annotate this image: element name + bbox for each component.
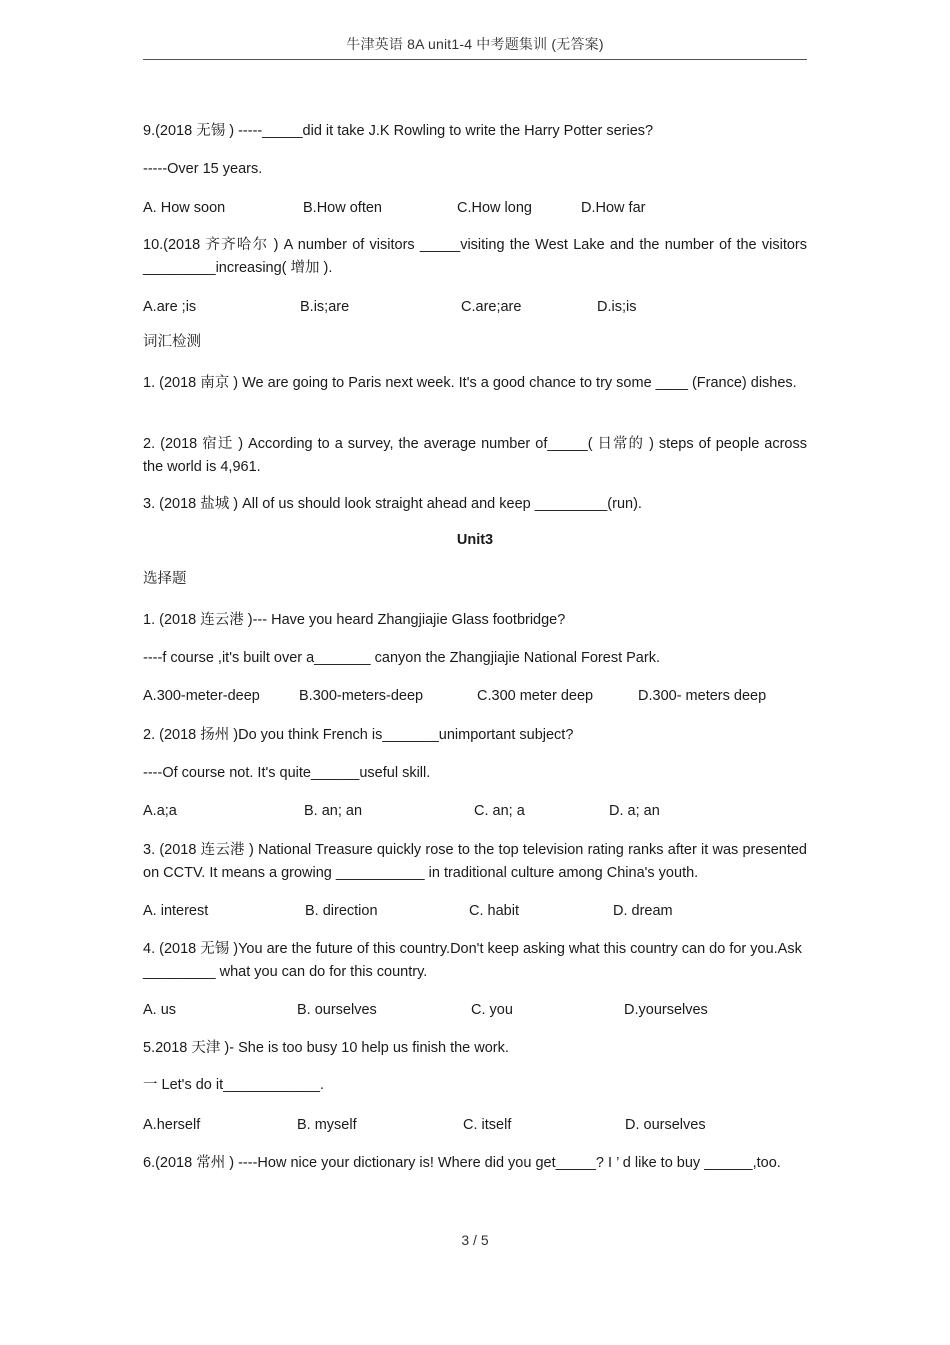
unit3-heading: 选择题: [143, 571, 187, 587]
vocab-question-2: 2. (2018 宿迁 ) According to a survey, the average number of_____( 日常的 ) steps of people across the world is 4,961.: [143, 436, 807, 475]
unit3-question-4-stem: 4. (2018 无锡 )You are the future of this country.Don't keep asking what this country can do for you.Ask _________ what you can do for this country.: [143, 941, 802, 980]
vocab-question-3: 3. (2018 盐城 ) All of us should look straight ahead and keep _________(run).: [143, 496, 642, 512]
question-9-option-b: B.How often: [303, 200, 382, 216]
unit3-question-5-option-d: D. ourselves: [625, 1117, 706, 1133]
question-9-reply: -----Over 15 years.: [143, 161, 263, 177]
unit3-question-2-option-b: B. an; an: [304, 803, 363, 819]
unit3-question-2-option-a: A.a;a: [143, 803, 177, 819]
question-10-stem: 10.(2018 齐齐哈尔 ) A number of visitors _____visiting the West Lake and the number of the visitors _________increasing( 增加 ).: [143, 237, 807, 276]
unit3-question-1-option-b: B.300-meters-deep: [299, 688, 424, 704]
unit3-question-1-stem: 1. (2018 连云港 )--- Have you heard Zhangjiajie Glass footbridge?: [143, 612, 566, 628]
unit3-question-6-stem: 6.(2018 常州 ) ----How nice your dictionary is! Where did you get_____? I ’ d like to buy ______,too.: [143, 1155, 781, 1171]
unit3-question-1-reply: ----f course ,it's built over a_______ canyon the Zhangjiajie National Forest Park.: [143, 650, 660, 666]
unit3-question-3-option-d: D. dream: [613, 903, 673, 919]
unit3-question-4-option-a: A. us: [143, 1002, 177, 1018]
unit3-question-5-option-b: B. myself: [297, 1117, 357, 1133]
question-10-option-a: A.are ;is: [143, 299, 197, 315]
unit3-question-5-option-a: A.herself: [143, 1117, 201, 1133]
question-9-stem: 9.(2018 无锡 ) -----_____did it take J.K Rowling to write the Harry Potter series?: [143, 123, 654, 139]
question-10-option-d: D.is;is: [597, 299, 637, 315]
vocab-heading: 词汇检测: [143, 334, 201, 350]
unit3-question-5-option-c: C. itself: [463, 1117, 512, 1133]
vocab-question-1: 1. (2018 南京 ) We are going to Paris next week. It's a good chance to try some ____ (France) dishes.: [143, 375, 797, 391]
unit3-question-3-stem: 3. (2018 连云港 ) National Treasure quickly rose to the top television rating ranks after it was presented on CCTV. It means a growing ___________ in traditional culture among China's youth.: [143, 842, 807, 881]
unit3-question-3-option-c: C. habit: [469, 903, 519, 919]
unit3-question-2-option-c: C. an; a: [474, 803, 525, 819]
unit3-question-4-option-d: D.yourselves: [624, 1002, 708, 1018]
page-header: 牛津英语 8A unit1-4 中考题集训 (无答案): [346, 36, 604, 52]
unit3-question-5-reply: 一 Let's do it____________.: [143, 1077, 324, 1093]
page-number: 3 / 5: [461, 1232, 489, 1248]
unit3-question-2-stem: 2. (2018 扬州 )Do you think French is_______unimportant subject?: [143, 727, 574, 743]
unit3-question-5-stem: 5.2018 天津 )- She is too busy 10 help us finish the work.: [143, 1040, 509, 1056]
question-9-option-d: D.How far: [581, 200, 646, 216]
question-9-option-c: C.How long: [457, 200, 532, 216]
unit3-question-2-reply: ----Of course not. It's quite______useful skill.: [143, 765, 431, 781]
unit3-title: Unit3: [456, 532, 494, 548]
question-10-option-c: C.are;are: [461, 299, 522, 315]
unit3-question-3-option-b: B. direction: [305, 903, 378, 919]
question-10-option-b: B.is;are: [300, 299, 350, 315]
unit3-question-4-option-c: C. you: [471, 1002, 513, 1018]
unit3-question-4-option-b: B. ourselves: [297, 1002, 377, 1018]
question-9-option-a: A. How soon: [143, 200, 226, 216]
unit3-question-1-option-d: D.300- meters deep: [638, 688, 767, 704]
unit3-question-1-option-a: A.300-meter-deep: [143, 688, 260, 704]
unit3-question-2-option-d: D. a; an: [609, 803, 660, 819]
unit3-question-1-option-c: C.300 meter deep: [477, 688, 594, 704]
unit3-question-3-option-a: A. interest: [143, 903, 209, 919]
header-rule: [143, 59, 807, 60]
